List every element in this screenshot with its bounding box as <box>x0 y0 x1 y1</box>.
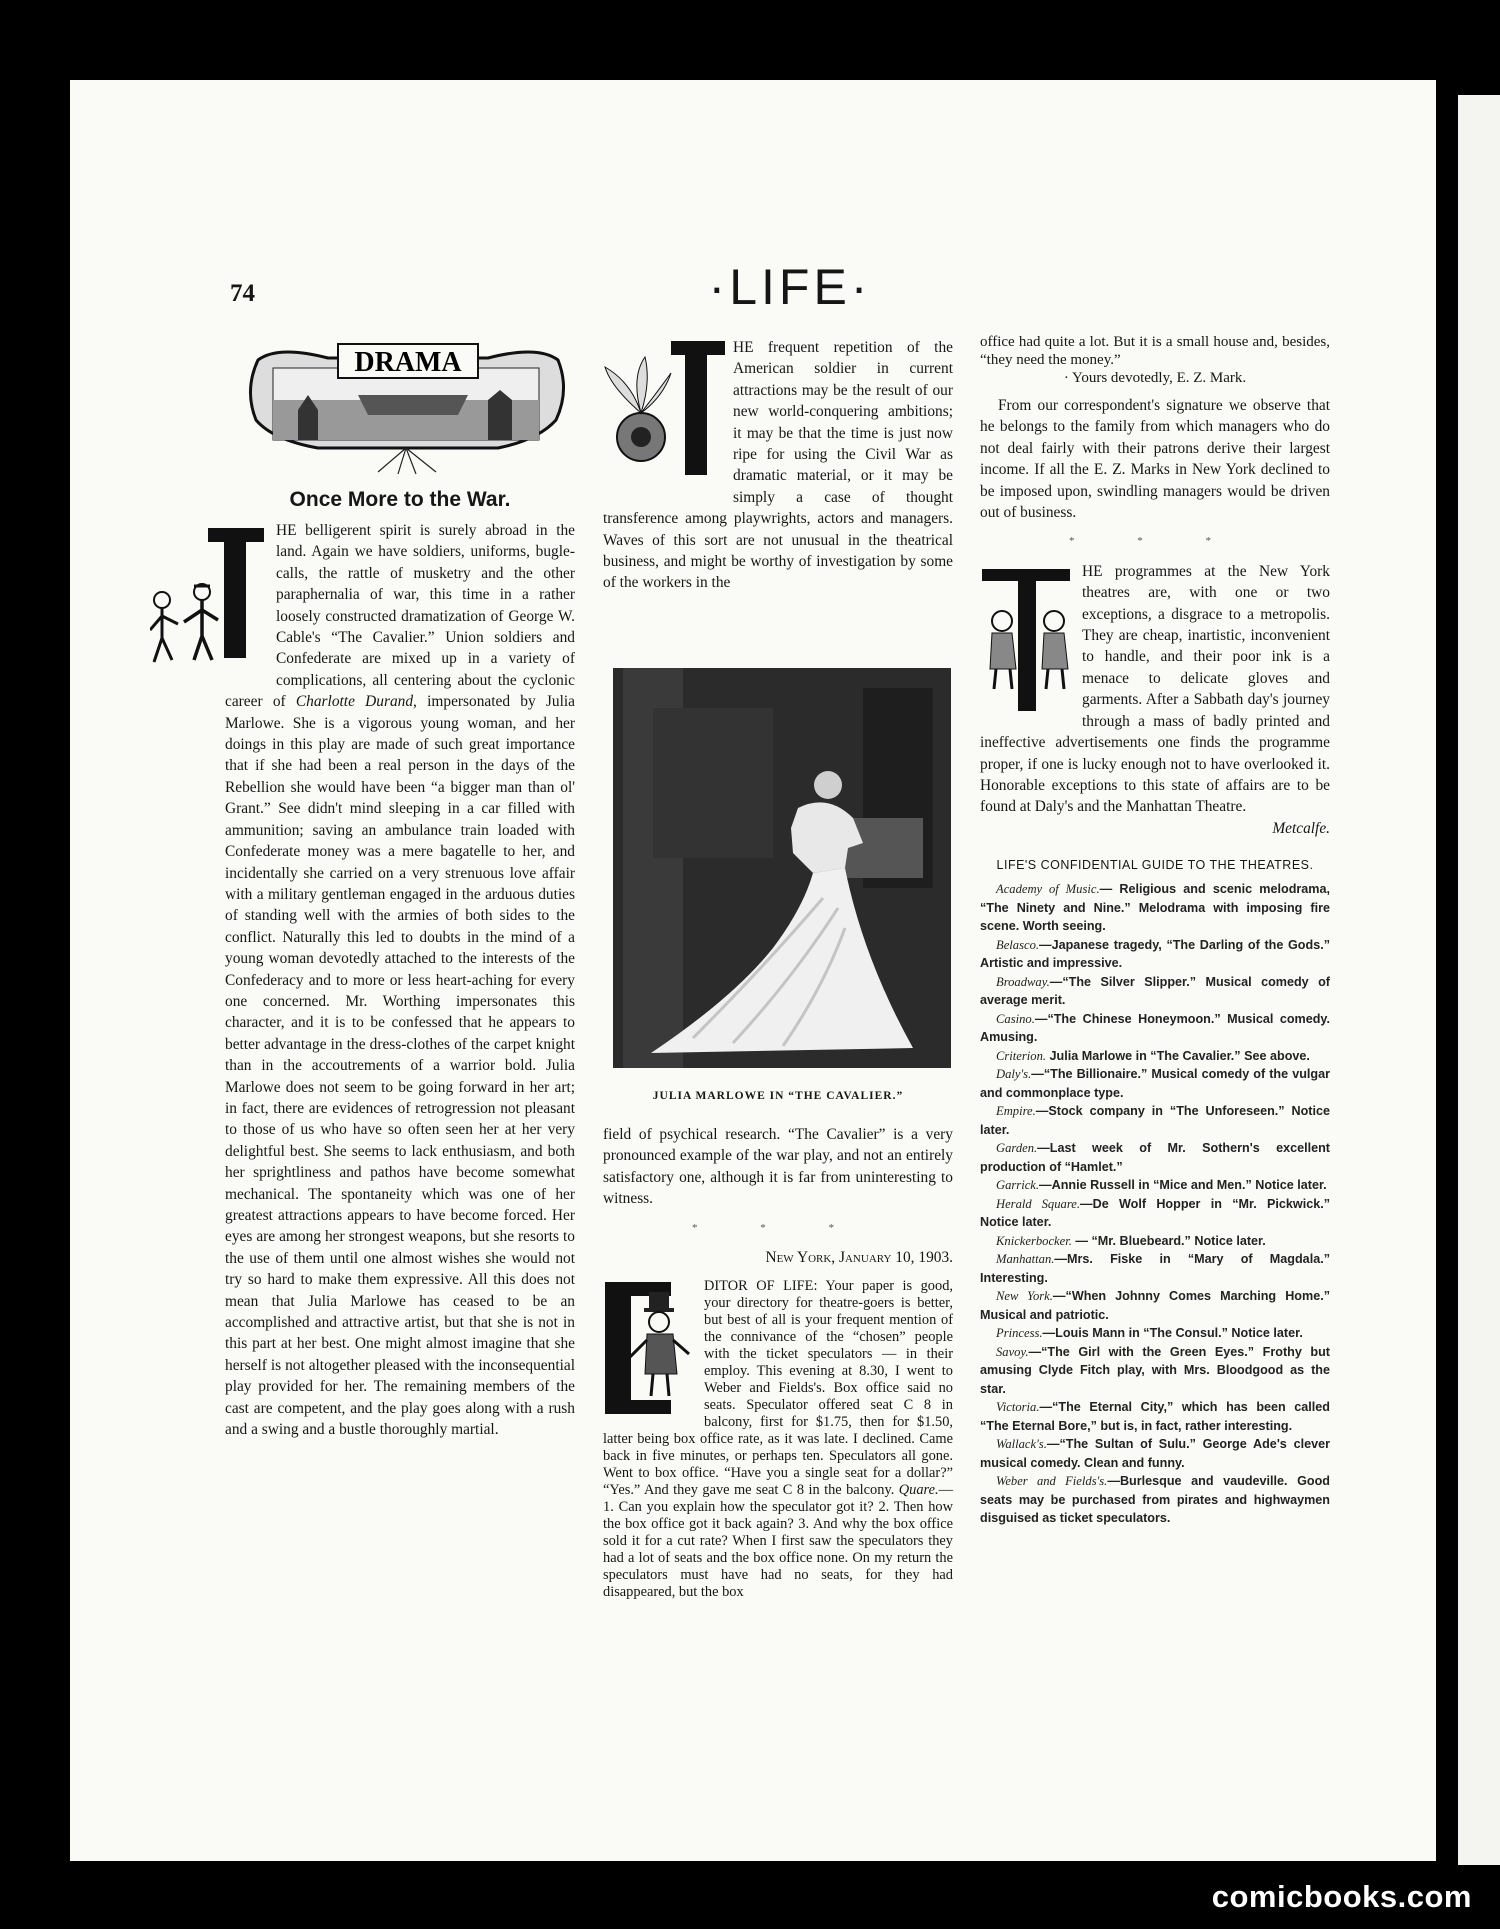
guide-entry <box>980 1010 1330 1047</box>
column-2 <box>603 337 953 594</box>
guide-entry-text: —Louis Mann in “The Consul.” Notice later. <box>1042 1326 1303 1341</box>
guide-entry-text: —“The Billionaire.” Musical comedy of the vulgar and commonplace type. <box>980 1067 1330 1100</box>
guide-theatre-name: Knickerbocker. <box>996 1233 1072 1248</box>
guide-entry <box>980 1232 1330 1251</box>
guide-theatre-name: Weber and Fields's. <box>996 1474 1108 1489</box>
guide-theatre-name: Wallack's. <box>996 1437 1047 1452</box>
guide-entry-text: —Burlesque and vaudeville. Good seats may be purchased from pirates and highwaymen disguised as ticket speculators. <box>980 1474 1331 1526</box>
article-body-2: HE frequent repetition of the American soldier in current attractions may be the result of our new world-conquering ambitions; it may be that the time is just now ripe for using the Civil War as dramatic material, or it may be simply a case of thought transference among playwrights, actors and managers. Waves of this sort are not unusual in the theatrical business, and might be worthy of investigation by some of the workers in the <box>603 339 953 592</box>
theatre-guide <box>980 880 1330 1528</box>
guide-entry-text: —“The Sultan of Sulu.” George Ade's clever musical comedy. Clean and funny. <box>980 1437 1330 1470</box>
guide-entry <box>980 880 1330 936</box>
guide-entry-text: — Religious and scenic melodrama, “The Ninety and Nine.” Melodrama with imposing fire scene. Worth seeing. <box>980 882 1330 934</box>
guide-entry <box>980 1398 1330 1435</box>
guide-entry <box>980 1343 1330 1399</box>
guide-title: LIFE'S CONFIDENTIAL GUIDE TO THE THEATRES. <box>996 858 1314 873</box>
guide-theatre-name: Empire. <box>996 1104 1036 1119</box>
guide-theatre-name: Herald Square. <box>996 1196 1080 1211</box>
guide-entry <box>980 1287 1330 1324</box>
guide-entry <box>980 936 1330 973</box>
guide-entry-text: —Last week of Mr. Sothern's excellent production of “Hamlet.” <box>980 1141 1330 1174</box>
guide-theatre-name: Criterion. <box>996 1048 1047 1063</box>
guide-entry-text: Julia Marlowe in “The Cavalier.” See above. <box>1046 1048 1310 1063</box>
dropcap-t-children <box>978 561 1074 719</box>
guide-theatre-name: Garden. <box>996 1141 1038 1156</box>
guide-entry <box>980 973 1330 1010</box>
guide-entry <box>980 1102 1330 1139</box>
next-page-edge <box>1458 95 1500 1865</box>
guide-theatre-name: Daly's. <box>996 1067 1032 1082</box>
guide-entry <box>980 1195 1330 1232</box>
guide-entry-text: —Stock company in “The Unforeseen.” Notice later. <box>980 1104 1330 1137</box>
article-heading: Once More to the War. <box>289 488 511 511</box>
column-3 <box>980 333 1330 1528</box>
guide-entry <box>980 1139 1330 1176</box>
guide-entry <box>980 1250 1330 1287</box>
guide-entry-text: —“The Silver Slipper.” Musical comedy of average merit. <box>980 974 1330 1008</box>
drama-banner-label: DRAMA <box>354 347 462 378</box>
guide-entry-text: —“The Girl with the Green Eyes.” Frothy but amusing Clyde Fitch play, with Mrs. Bloodgood as the star. <box>980 1344 1330 1396</box>
guide-theatre-name: Casino. <box>996 1011 1035 1026</box>
guide-theatre-name: Broadway. <box>996 974 1050 989</box>
section-divider: * * * <box>692 1221 864 1234</box>
article-body-1: HE belligerent spirit is surely abroad in the land. Again we have soldiers, uniforms, bugle-calls, the rattle of musketry and the other paraphernalia of war, this time in a rather loosely constructed dramatization of George W. Cable's “The Cavalier.” Union soldiers and Confederate are mixed up in a variety of complications, all centering about the cyclonic career of Charlotte Durand, impersonated by Julia Marlowe. She is a vigorous young woman, and her doings in this play are made of such great importance that if she had been a real person in the days of the Rebellion she would have been “a bigger man than ol' Grant.” See didn't mind sleeping in a car filled with ammunition; saving an ambulance train loaded with Confederate money was a mere bagatelle to her, and incidentally she carried on a very strenuous love affair with a military gentleman engaged in the arduous duties of standing well with the armies of both sides to the conflict. Naturally this led to doubts in the mind of a young woman devotedly attached to the interests of the Confederacy and to more or less heart-aching for every one concerned. Mr. Worthing impersonates this character, and it is to be confessed that he appears to better advantage in the dress-clothes of the carpet knight than in the accoutrements of a warrior bold. Julia Marlowe does not seem to be going forward in her art; in fact, there are evidences of retrogression not pleasant to those of us who have so often seen her at her very delightful best. She seems to lack enthusiasm, and both her sprightliness and pathos have become somewhat mechanical. The spontaneity which was one of her greatest attractions appears to have become forced. Her eyes are among her strongest weapons, but she resorts to the use of them until one almost wishes she would not try so hard to make them expressive. All this does not mean that Julia Marlowe has ceased to be an accomplished and attractive artist, but that she is not in this part at her best. One might almost imagine that she herself is not altogether pleased with the inconsequential play provided for her. The remaining members of the cast are competent, and the play goes along with a rush and a swing and a bustle thoroughly martial. <box>225 520 575 1440</box>
guide-entry-text: —Annie Russell in “Mice and Men.” Notice later. <box>1039 1178 1327 1193</box>
programmes-article: HE programmes at the New York theatres are, with one or two exceptions, a disgrace to a metropolis. They are cheap, inartistic, inconvenient to handle, and their poor ink is a menace to delicate gloves and garments. After a Sabbath day's journey through a mass of badly printed and ineffective advertisements one finds the programme proper, if one is lucky enough not to have overlooked it. Honorable exceptions to this state of affairs are to be found at Daly's and the Manhattan Theatre. <box>980 562 1330 816</box>
section-divider-2: * * * <box>1069 535 1241 548</box>
guide-entry-text: —Mrs. Fiske in “Mary of Magdala.” Interesting. <box>980 1252 1330 1285</box>
drama-banner-illustration <box>238 340 574 478</box>
guide-theatre-name: Belasco. <box>996 937 1040 952</box>
watermark: comicbooks.com <box>1211 1879 1472 1914</box>
dropcap-t-flower <box>601 337 725 489</box>
guide-theatre-name: Princess. <box>996 1326 1043 1341</box>
guide-entry <box>980 1435 1330 1472</box>
guide-theatre-name: Manhattan. <box>996 1252 1055 1267</box>
guide-entry <box>980 1472 1330 1528</box>
guide-entry <box>980 1324 1330 1343</box>
dropcap-t-soldiers <box>150 520 268 673</box>
guide-entry-text: —De Wolf Hopper in “Mr. Pickwick.” Notice later. <box>980 1196 1331 1230</box>
column-2-continued <box>603 1124 953 1601</box>
author-signature: Metcalfe. <box>1272 819 1330 837</box>
letter-ending: office had quite a lot. But it is a small house and, besides, “they need the money.” <box>980 334 1330 368</box>
column-1 <box>225 520 575 1440</box>
guide-theatre-name: Academy of Music. <box>996 882 1100 897</box>
guide-theatre-name: New York. <box>996 1289 1053 1304</box>
letter-dateline: New York, January 10, 1903. <box>765 1249 953 1267</box>
guide-entry-text: —“The Eternal City,” which has been called “The Eternal Bore,” but is, in fact, rather interesting. <box>980 1400 1330 1433</box>
guide-entry-text: —“When Johnny Comes Marching Home.” Musical and patriotic. <box>980 1289 1330 1322</box>
guide-entry <box>980 1047 1330 1066</box>
guide-entry <box>980 1065 1330 1102</box>
guide-theatre-name: Garrick. <box>996 1178 1040 1193</box>
guide-entry-text: —Japanese tragedy, “The Darling of the Gods.” Artistic and impressive. <box>980 937 1330 971</box>
photo-caption: JULIA MARLOWE IN “THE CAVALIER.” <box>652 1090 904 1102</box>
guide-entry-text: —“The Chinese Honeymoon.” Musical comedy. Amusing. <box>980 1011 1330 1045</box>
guide-theatre-name: Savoy. <box>996 1344 1029 1359</box>
article-body-2-cont: field of psychical research. “The Cavalier” is a very pronounced example of the war play, and not an entirely satisfactory one, although it is far from uninteresting to witness. <box>603 1126 953 1208</box>
photo-julia-marlowe <box>613 668 951 1068</box>
letter-signoff: · Yours devotedly, E. Z. Mark. <box>1063 370 1247 386</box>
guide-theatre-name: Victoria. <box>996 1400 1040 1415</box>
letter-body: DITOR OF LIFE: Your paper is good, your directory for theatre-goers is better, but best of all is your frequent mention of the connivance of the “chosen” people with the ticket speculators — in their employ. This evening at 8.30, I went to Weber and Fields's. Box office said no seats. Speculator offered seat C 8 in balcony, first for $1.75, then for $1.50, latter being box office rate, as it was late. I declined. Came back in five minutes, or perhaps ten. Speculators all gone. Went to box office. “Have you a single seat for a dollar?” “Yes.” And they gave me seat C 8 in the balcony. Quare.—1. Can you explain how the speculator got it? 2. Then how the box office got it back again? 3. And why the box office sold it for a cut rate? When I first saw the speculators they had a lot of seats and the box office none. On my return the speculators must have had no seats, for they had disappeared, but the box <box>603 1278 953 1601</box>
masthead-life: ·LIFE· <box>708 259 872 315</box>
editor-comment: From our correspondent's signature we observe that he belongs to the family from which managers who do not deal fairly with their patrons derive their largest income. If all the E. Z. Marks in New York declined to be imposed upon, swindling managers would be driven out of business. <box>980 397 1330 522</box>
guide-entry <box>980 1176 1330 1195</box>
guide-entry-text: — “Mr. Bluebeard.” Notice later. <box>1071 1233 1266 1248</box>
dropcap-e-gentleman <box>601 1278 696 1418</box>
page-number: 74 <box>230 280 255 307</box>
